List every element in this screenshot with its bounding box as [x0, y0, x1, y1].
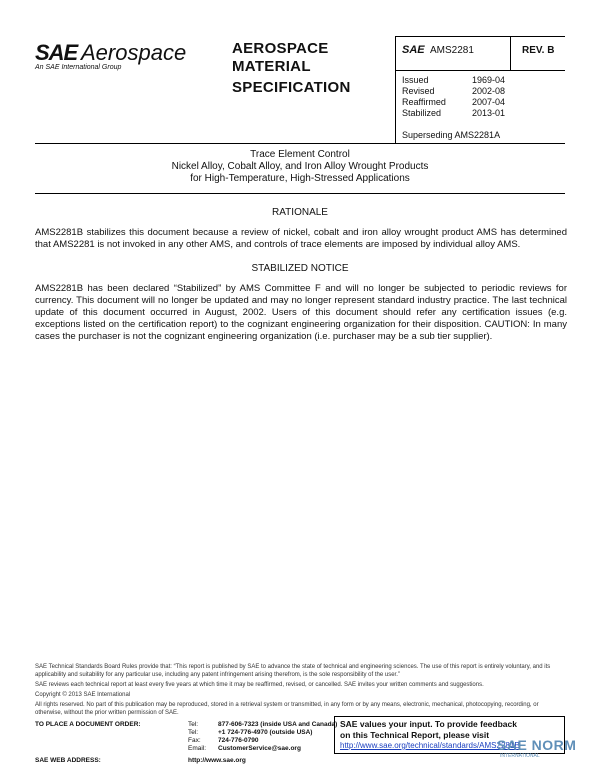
date-row-stabilized — [402, 108, 512, 118]
revision-label: REV. B — [522, 45, 555, 56]
date-value: 2002-08 — [472, 86, 506, 96]
sae-mark: SAE — [402, 44, 425, 56]
superseding-note: Superseding AMS2281A — [402, 130, 501, 140]
contact-value: +1 724-776-4970 (outside USA) — [218, 729, 313, 736]
feedback-link[interactable]: http://www.sae.org/technical/standards/AMS2281B — [340, 741, 520, 750]
email-link[interactable]: CustomerService@sae.org — [218, 745, 301, 752]
subject-line-3: for High-Temperature, High-Stressed Applications — [190, 173, 410, 184]
header-bottom-rule — [35, 143, 565, 144]
order-label: TO PLACE A DOCUMENT ORDER: — [35, 721, 141, 728]
subject-bottom-rule — [35, 193, 565, 194]
contact-key: Tel: — [188, 721, 199, 728]
rationale-text: AMS2281B stabilizes this document because a review of nickel, cobalt and iron alloy wrought product AMS has determined that AMS2281 is not invoked in any other AMS, and controls of trace elements are imposed by individual alloy AMS. — [35, 227, 567, 250]
date-label: Reaffirmed — [402, 97, 446, 107]
document-number: AMS2281 — [430, 45, 474, 56]
feedback-line-1: SAE values your input. To provide feedback — [340, 719, 517, 729]
subject-line-1: Trace Element Control — [250, 149, 350, 160]
title-line-3: SPECIFICATION — [232, 79, 351, 96]
logo-subtitle: An SAE International Group — [35, 64, 122, 71]
header-top-rule — [395, 36, 565, 37]
date-row-issued — [402, 75, 512, 85]
web-link[interactable]: http://www.sae.org — [188, 757, 246, 764]
date-value: 2013-01 — [472, 108, 506, 118]
footer-copyright: Copyright © 2013 SAE International — [35, 692, 131, 698]
date-label: Stabilized — [402, 108, 442, 118]
contact-value: 724-776-0790 — [218, 737, 259, 744]
stabilized-notice-heading: STABILIZED NOTICE — [251, 263, 349, 274]
stamp-subtitle: INTERNATIONAL — [500, 753, 540, 759]
contact-key: Email: — [188, 745, 207, 752]
contact-key: Fax: — [188, 737, 201, 744]
header-mid-rule — [395, 70, 565, 71]
sae-logo-mark: SAE — [35, 40, 78, 65]
date-label: Revised — [402, 86, 435, 96]
aerospace-logo-text: Aerospace — [81, 40, 187, 65]
header-divider-vertical — [395, 36, 396, 144]
footer-rights: All rights reserved. No part of this publication may be reproduced, stored in a retrieval system or transmitted, in any form or by any means, electronic, mechanical, photocopying, recording, or otherwise, without the prior written permission of SAE. — [35, 702, 539, 716]
web-label: SAE WEB ADDRESS: — [35, 757, 101, 764]
contact-key: Tel: — [188, 729, 199, 736]
title-line-2: MATERIAL — [232, 58, 311, 75]
date-label: Issued — [402, 75, 429, 85]
date-value: 2007-04 — [472, 97, 506, 107]
date-value: 1969-04 — [472, 75, 506, 85]
sae-norm-stamp: SAE NORM — [497, 737, 577, 753]
footer-policy: SAE Technical Standards Board Rules provide that: “This report is published by SAE to advance the state of technical and engineering sciences. The use of this report is entirely voluntary, and its applicability and suitability for any particular use, including any patent infringement arising therefrom, is the sole responsibility of the user.” — [35, 664, 551, 678]
stabilized-notice-text: AMS2281B has been declared “Stabilized” by AMS Committee F and will no longer be subjected to periodic reviews for currency. This document will no longer be updated and may no longer represent standard industry practice. The last technical update of this document occurred in August, 2002. Users of this document should refer any certification issues (e.g. exceptions listed on the certification report) to the cognizant engineering organization for their disposition. CAUTION: In many cases the purchaser is not the cognizant engineering organization (i.e. purchaser may be a sub tier supplier). — [35, 283, 567, 342]
feedback-line-2: on this Technical Report, please visit — [340, 730, 490, 740]
date-row-reaffirmed — [402, 97, 512, 107]
date-row-revised — [402, 86, 512, 96]
rationale-heading: RATIONALE — [272, 207, 328, 218]
subject-line-2: Nickel Alloy, Cobalt Alloy, and Iron Alloy Wrought Products — [171, 161, 429, 172]
header-divider-rev — [510, 36, 511, 70]
contact-value: 877-606-7323 (inside USA and Canada) — [218, 721, 338, 728]
footer-review: SAE reviews each technical report at least every five years at which time it may be reaffirmed, revised, or cancelled. SAE invites your written comments and suggestions. — [35, 682, 484, 688]
title-line-1: AEROSPACE — [232, 40, 329, 57]
